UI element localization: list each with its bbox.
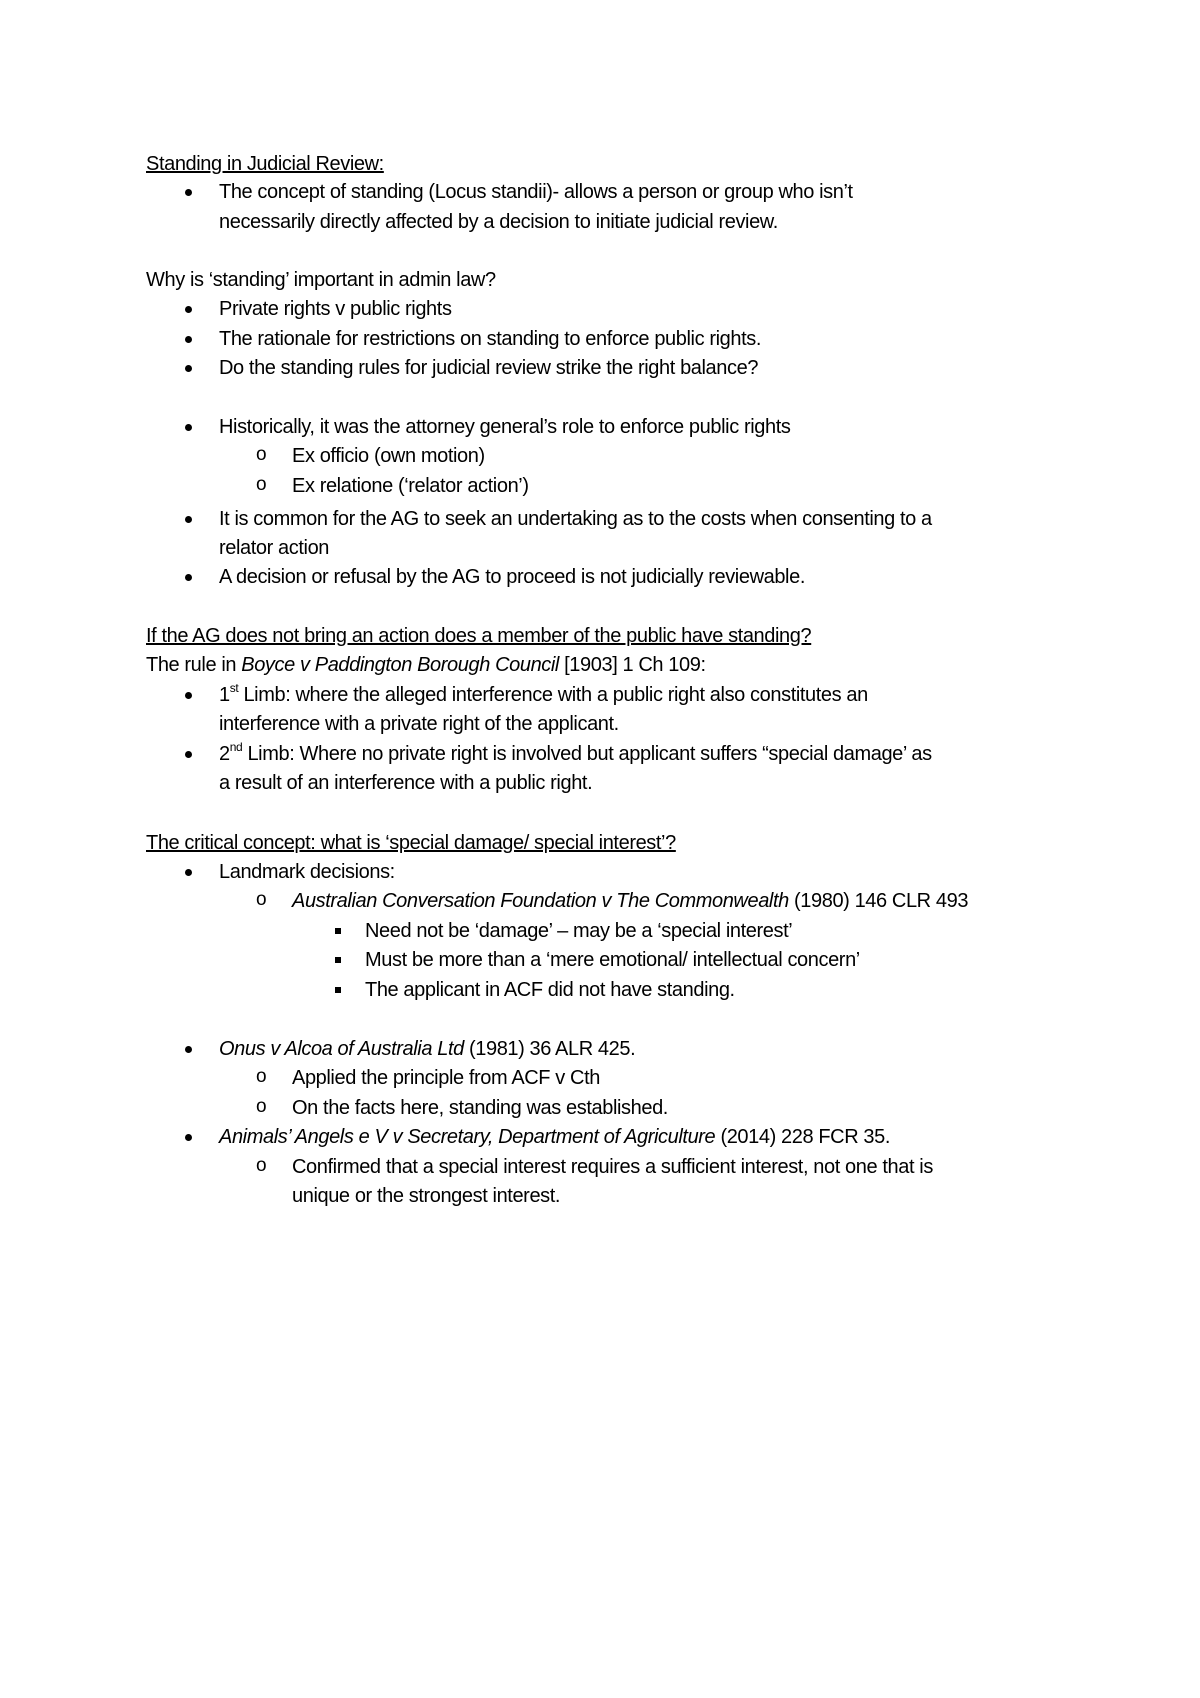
document-page: Standing in Judicial Review: The concept of standing (Locus standii)- allows a person or group who isn’t necessarily directly affected by a decision to initiate judicial review. Why is ‘standing’ important in admin law? Private rights v public rights The rationale for restrictions on standing to enforce public rights. Do the standing rules for judicial review strike the right balance? Historically, it was the attorney general’s role to enforce public rights o Ex officio (own motion) o Ex relatione (‘relator action’) It is common for the AG to seek an undertaking as to the costs when consenting to a relator action A decision or refusal by the AG to proceed is not judicially reviewable. If the AG does not bring an action does a member of the public have standing? The rule in Boyce v Paddington Borough Council [1903] 1 Ch 109: 1st Limb: where the alleged interference with a public right also constitutes an interference with a private right of the applicant. 2nd Limb: Where no private right is involved but applicant suffers “special damage’ as a result of an interference with a public right. The critical concept: what is ‘special damage/ special interest’? Landmark decisions: o Australian Conversation Foundation v The Commonwealth (1980) 146 CLR 493 Need not be ‘damage’ – may be a ‘special interest’ Must be more than a ‘mere emotional/ intellectual concern’ The applicant in ACF did not have standing. Onus v Alcoa of Australia Ltd (1981) 36 ALR 425. o Applied the principle from ACF v Cth o On the facts here, standing was established. Animals’ Angels e V v Secretary, Department of Agriculture (2014) 228 FCR 35. o Confirmed that a special interest requires a sufficient interest, not one that is unique or the strongest interest.: [0, 0, 1200, 1698]
limb-number: 2: [219, 743, 230, 765]
case-name: Australian Conversation Foundation v The Commonwealth: [292, 890, 789, 912]
list-item: Historically, it was the attorney general’s role to enforce public rights: [219, 416, 791, 438]
list-item: [219, 681, 868, 709]
sub-list-item: Applied the principle from ACF v Cth: [292, 1067, 600, 1089]
question-line: Why is ‘standing’ important in admin law?: [146, 269, 496, 291]
limb-number: 1: [219, 684, 230, 706]
case-citation: (1981) 36 ALR 425.: [463, 1038, 636, 1060]
heading-critical-concept: The critical concept: what is ‘special damage/ special interest’?: [146, 832, 676, 854]
sub-list-item: [292, 887, 968, 915]
third-level-item: The applicant in ACF did not have standing.: [365, 979, 735, 1001]
rule-prefix: The rule in: [146, 654, 242, 676]
sub-list-item: Ex relatione (‘relator action’): [292, 475, 529, 497]
list-item: [219, 1123, 890, 1151]
limb-text: Limb: Where no private right is involved but applicant suffers “special damage’ as: [242, 743, 932, 765]
list-item: The rationale for restrictions on standing to enforce public rights.: [219, 328, 761, 350]
list-item: Do the standing rules for judicial review strike the right balance?: [219, 357, 759, 379]
list-item: Private rights v public rights: [219, 298, 452, 320]
list-item: [219, 740, 932, 768]
ordinal-suffix: st: [229, 681, 239, 696]
heading-standing: Standing in Judicial Review:: [146, 153, 384, 175]
third-level-item: Must be more than a ‘mere emotional/ intellectual concern’: [365, 949, 860, 971]
heading-ag-standing: If the AG does not bring an action does a member of the public have standing?: [146, 625, 812, 647]
sub-list-item: Confirmed that a special interest requires a sufficient interest, not one that is: [292, 1156, 933, 1178]
paragraph-text: necessarily directly affected by a decision to initiate judicial review.: [219, 211, 778, 233]
ordinal-suffix: nd: [229, 740, 243, 755]
list-item: relator action: [219, 537, 330, 559]
list-item: [219, 1035, 635, 1063]
paragraph-text: The concept of standing (Locus standii)- allows a person or group who isn’t: [219, 181, 853, 203]
case-name: Boyce v Paddington Borough Council: [241, 654, 559, 676]
sub-list-item: Ex officio (own motion): [292, 445, 485, 467]
rule-line: [146, 651, 706, 679]
case-name: Onus v Alcoa of Australia Ltd: [219, 1038, 464, 1060]
list-item: interference with a private right of the applicant.: [219, 713, 619, 735]
list-item: It is common for the AG to seek an undertaking as to the costs when consenting to a: [219, 508, 932, 530]
case-citation: (2014) 228 FCR 35.: [715, 1126, 891, 1148]
sub-list-item: unique or the strongest interest.: [292, 1185, 561, 1207]
case-name: Animals’ Angels e V v Secretary, Department of Agriculture: [219, 1126, 716, 1148]
list-item: a result of an interference with a public right.: [219, 772, 593, 794]
sub-list-item: On the facts here, standing was established.: [292, 1097, 668, 1119]
case-citation: (1980) 146 CLR 493: [788, 890, 969, 912]
case-citation: [1903] 1 Ch 109:: [558, 654, 706, 676]
list-item: A decision or refusal by the AG to proceed is not judicially reviewable.: [219, 566, 805, 588]
third-level-item: Need not be ‘damage’ – may be a ‘special interest’: [365, 920, 793, 942]
list-item: Landmark decisions:: [219, 861, 395, 883]
limb-text: Limb: where the alleged interference with a public right also constitutes an: [238, 684, 868, 706]
